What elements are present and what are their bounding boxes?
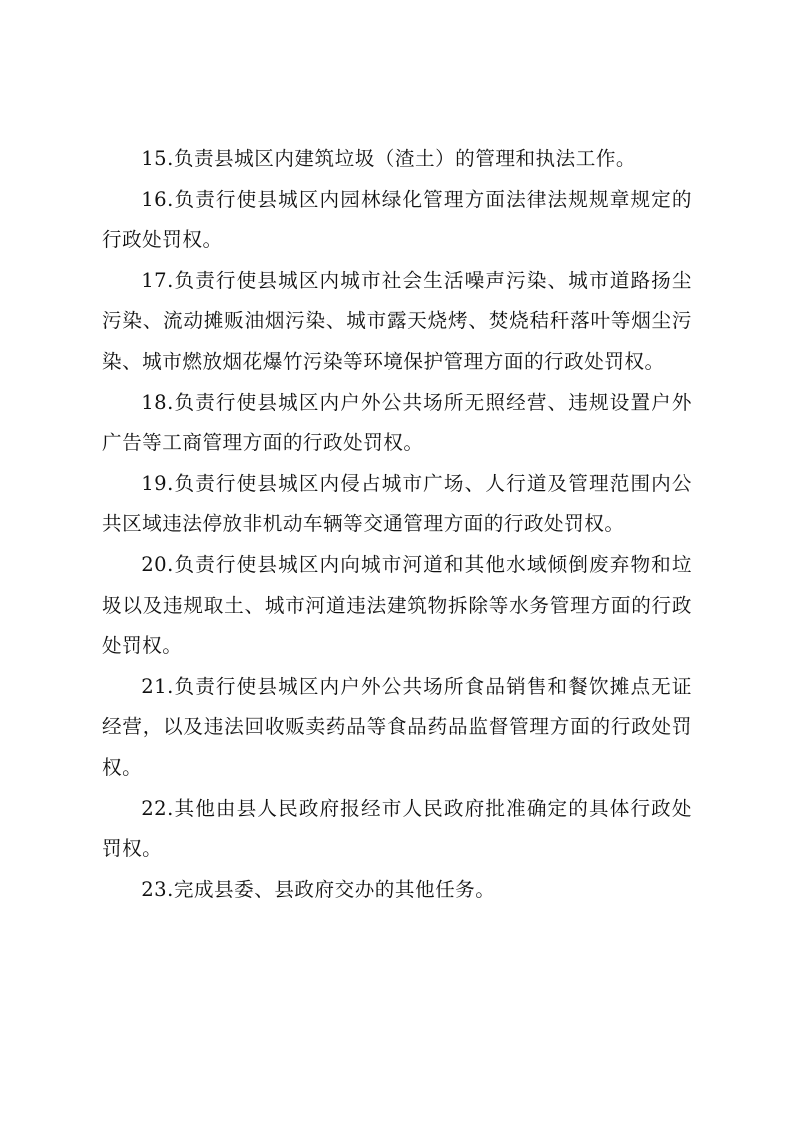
paragraph-21: 21.负责行使县城区内户外公共场所食品销售和餐饮摊点无证经营，以及违法回收贩卖药品等食品药品监督管理方面的行政处罚权。	[102, 674, 692, 779]
paragraph-22: 22.其他由县人民政府报经市人民政府批准确定的具体行政处罚权。	[102, 796, 692, 861]
paragraph-15: 15.负责县城区内建筑垃圾（渣土）的管理和执法工作。	[141, 147, 637, 170]
paragraph-18: 18.负责行使县城区内户外公共场所无照经营、违规设置户外广告等工商管理方面的行政处罚权。	[102, 390, 692, 455]
document-body	[102, 139, 692, 910]
paragraph-20: 20.负责行使县城区内向城市河道和其他水域倾倒废弃物和垃圾以及违规取土、城市河道违法建筑物拆除等水务管理方面的行政处罚权。	[102, 552, 692, 658]
paragraph-19: 19.负责行使县城区内侵占城市广场、人行道及管理范围内公共区域违法停放非机动车辆等交通管理方面的行政处罚权。	[102, 471, 692, 536]
paragraph-23: 23.完成县委、县政府交办的其他任务。	[141, 877, 496, 901]
paragraph-17: 17.负责行使县城区内城市社会生活噪声污染、城市道路扬尘污染、流动摊贩油烟污染、城市露天烧烤、焚烧秸秆落叶等烟尘污染、城市燃放烟花爆竹污染等环境保护管理方面的行政处罚权。	[102, 268, 692, 373]
paragraph-16: 16.负责行使县城区内园林绿化管理方面法律法规规章规定的行政处罚权。	[102, 187, 692, 252]
